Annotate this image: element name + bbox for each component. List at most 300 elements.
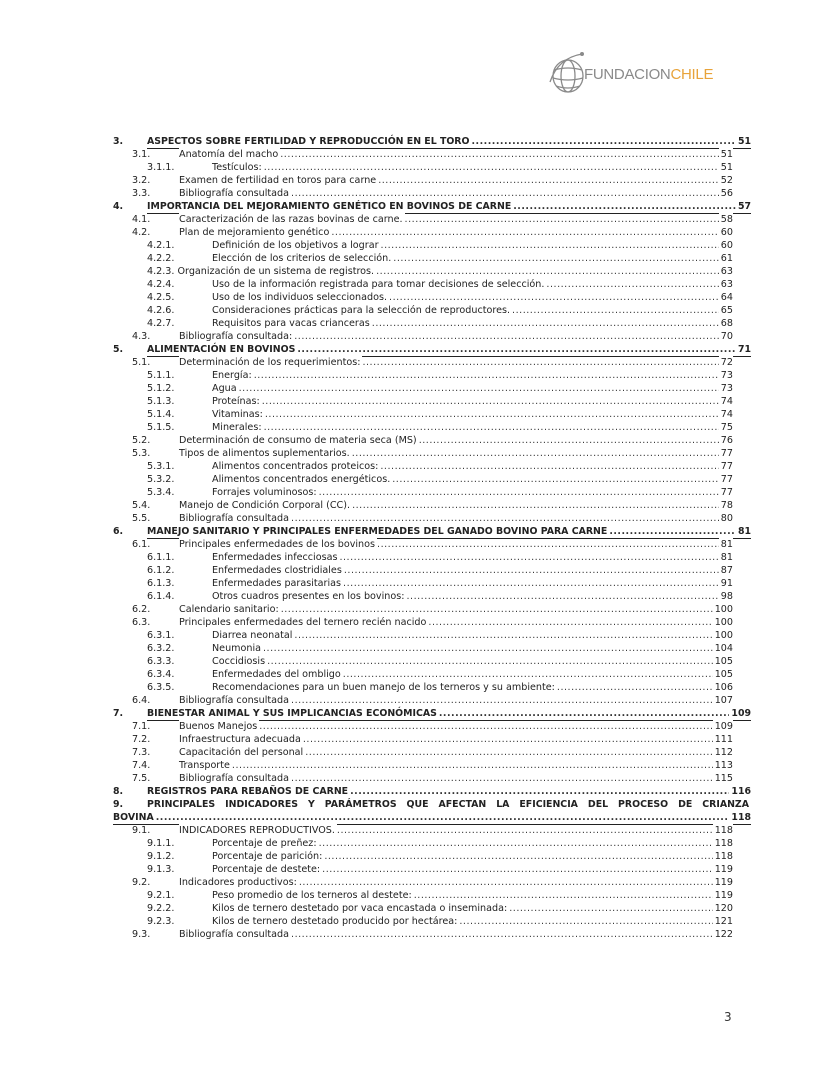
toc-entry-page: 51 [720, 149, 733, 160]
toc-entry[interactable] [113, 889, 751, 902]
toc-entry-title: Bibliografía consultada: [179, 331, 293, 342]
dot-leader [254, 369, 719, 382]
toc-entry-number: 5.3.2. [147, 474, 175, 485]
toc-entry[interactable] [113, 538, 751, 551]
dot-leader [291, 694, 713, 707]
dot-leader [319, 837, 713, 850]
toc-entry-number: 4.2.7. [147, 318, 175, 329]
toc-entry-number: 8. [113, 786, 124, 797]
toc-entry-page: 81 [737, 526, 751, 537]
toc-entry-number: 9.3. [132, 929, 151, 940]
toc-entry-title: Peso promedio de los terneros al destete: [212, 890, 412, 901]
dot-leader [264, 161, 719, 174]
toc-entry-number: 5.1.4. [147, 409, 175, 420]
toc-entry-page: 118 [714, 825, 733, 836]
toc-entry-title: Definición de los objetivos a lograr [212, 240, 379, 251]
toc-entry[interactable] [113, 681, 751, 694]
dot-leader [156, 811, 730, 824]
toc-entry[interactable] [113, 551, 751, 564]
toc-entry-page: 51 [720, 162, 733, 173]
toc-entry-number: 4.2.1. [147, 240, 175, 251]
toc-entry-title: PRINCIPALES INDICADORES Y PARÁMETROS QUE AFECTAN LA EFICIENCIA DEL PROCESO DE CRIANZA [147, 799, 749, 810]
toc-entry-page: 63 [720, 279, 733, 290]
toc-entry-title: Principales enfermedades del ternero recién nacido [179, 617, 427, 628]
toc-entry-page: 60 [720, 240, 733, 251]
toc-entry[interactable] [113, 239, 751, 252]
toc-entry-number: 5.2. [132, 435, 151, 446]
toc-entry-number: 5.5. [132, 513, 151, 524]
toc-entry-number: 9.1. [132, 825, 151, 836]
toc-entry-page: 105 [714, 656, 733, 667]
dot-leader [322, 863, 713, 876]
toc-entry-number: 9.2. [132, 877, 151, 888]
toc-entry-number: 6.1. [132, 539, 151, 550]
toc-entry-page: 109 [731, 708, 751, 719]
toc-entry-title: Coccidiosis [212, 656, 266, 667]
toc-entry-number: 6.1.2. [147, 565, 175, 576]
toc-entry-number: 3.2. [132, 175, 151, 186]
toc-entry-title: Recomendaciones para un buen manejo de los terneros y su ambiente: [212, 682, 555, 693]
toc-entry[interactable] [113, 733, 751, 746]
globe-logo-icon [548, 48, 588, 96]
toc-entry-page: 52 [720, 175, 733, 186]
toc-entry[interactable] [113, 772, 751, 785]
dot-leader [428, 616, 712, 629]
toc-entry-page: 77 [720, 461, 733, 472]
toc-entry-title: Manejo de Condición Corporal (CC). [179, 500, 351, 511]
toc-entry-page: 118 [714, 838, 733, 849]
dot-leader [281, 603, 713, 616]
toc-entry-page: 65 [720, 305, 733, 316]
toc-entry-title: Porcentaje de parición: [212, 851, 323, 862]
toc-entry-title: Requisitos para vacas crianceras [212, 318, 370, 329]
toc-entry-number: 6.3.3. [147, 656, 175, 667]
dot-leader [406, 590, 718, 603]
toc-entry-number: 9.1.2. [147, 851, 175, 862]
toc-entry-number: 6.1.3. [147, 578, 175, 589]
toc-entry-number: 7.5. [132, 773, 151, 784]
toc-entry-number: 9.1.1. [147, 838, 175, 849]
toc-entry[interactable] [113, 252, 751, 265]
toc-entry-number: 9.2.1. [147, 890, 175, 901]
dot-leader [392, 473, 719, 486]
toc-entry[interactable] [113, 876, 751, 889]
toc-entry-page: 116 [731, 786, 751, 797]
toc-entry-number: 6.3. [132, 617, 151, 628]
toc-entry-page: 120 [714, 903, 733, 914]
toc-entry[interactable] [113, 148, 751, 161]
dot-leader [381, 239, 719, 252]
dot-leader [259, 720, 712, 733]
dot-leader [291, 928, 713, 941]
toc-entry-number: 6.3.2. [147, 643, 175, 654]
toc-entry-title: Transporte [179, 760, 230, 771]
toc-entry[interactable] [113, 785, 751, 798]
toc-entry[interactable] [113, 213, 751, 226]
toc-entry[interactable] [113, 603, 751, 616]
toc-entry-page: 122 [714, 929, 733, 940]
toc-entry-title: MANEJO SANITARIO Y PRINCIPALES ENFERMEDADES DEL GANADO BOVINO PARA CARNE [147, 526, 608, 537]
toc-entry-title: REGISTROS PARA REBAÑOS DE CARNE [147, 786, 349, 797]
toc-entry-page: 100 [714, 630, 733, 641]
toc-entry-page: 61 [720, 253, 733, 264]
toc-entry[interactable] [113, 382, 751, 395]
toc-entry-number: 7.3. [132, 747, 151, 758]
toc-entry-number: 6.1.1. [147, 552, 175, 563]
toc-entry-number: 3.3. [132, 188, 151, 199]
toc-entry[interactable] [113, 616, 751, 629]
toc-entry-number: 6.3.5. [147, 682, 175, 693]
toc-entry-number: 7.1. [132, 721, 151, 732]
toc-entry[interactable] [113, 291, 751, 304]
toc-entry-number: 7.4. [132, 760, 151, 771]
toc-entry-page: 74 [720, 396, 733, 407]
toc-entry[interactable] [113, 811, 751, 824]
toc-entry[interactable] [113, 343, 751, 356]
toc-entry[interactable] [113, 928, 751, 941]
toc-entry-page: 119 [714, 890, 733, 901]
toc-entry[interactable] [113, 226, 751, 239]
dot-leader [509, 902, 712, 915]
toc-entry-page: 111 [714, 734, 733, 745]
toc-entry-number: 4.2.2. [147, 253, 175, 264]
toc-entry-number: 4.1. [132, 214, 151, 225]
toc-entry-title: Determinación de consumo de materia seca (MS) [179, 435, 417, 446]
toc-entry[interactable] [113, 668, 751, 681]
dot-leader [377, 538, 719, 551]
toc-entry-number: 9.1.3. [147, 864, 175, 875]
toc-entry-number: 3. [113, 136, 124, 147]
dot-leader [419, 434, 719, 447]
dot-leader [291, 512, 719, 525]
toc-entry-page: 68 [720, 318, 733, 329]
toc-entry-page: 113 [714, 760, 733, 771]
toc-entry-number: 9. [113, 799, 124, 810]
toc-entry-title: Otros cuadros presentes en los bovinos: [212, 591, 405, 602]
toc-entry-number: 6.1.4. [147, 591, 175, 602]
toc-entry-page: 76 [720, 435, 733, 446]
toc-entry-number: 4.2.4. [147, 279, 175, 290]
logo-wordmark: FUNDACIONCHILE [584, 66, 714, 83]
dot-leader [372, 317, 719, 330]
toc-entry-title: Uso de la información registrada para tomar decisiones de selección. [212, 279, 545, 290]
toc-entry[interactable] [113, 161, 751, 174]
toc-entry-title: Bibliografía consultada [179, 929, 290, 940]
toc-entry-title: Determinación de los requerimientos: [179, 357, 361, 368]
toc-entry-title: Testículos: [212, 162, 262, 173]
dot-leader [350, 785, 729, 798]
dot-leader [609, 525, 736, 538]
toc-entry[interactable] [113, 642, 751, 655]
dot-leader [324, 850, 712, 863]
toc-entry-title: Plan de mejoramiento genético [179, 227, 330, 238]
toc-entry[interactable] [113, 629, 751, 642]
toc-entry-number: 6.4. [132, 695, 151, 706]
dot-leader [280, 148, 719, 161]
toc-entry[interactable] [113, 330, 751, 343]
toc-entry-number: 9.2.3. [147, 916, 175, 927]
toc-entry-page: 71 [737, 344, 751, 355]
toc-entry-number: 4.2. [132, 227, 151, 238]
toc-entry-number: 5.1. [132, 357, 151, 368]
toc-entry[interactable] [113, 720, 751, 733]
toc-entry[interactable] [113, 564, 751, 577]
toc-entry-title: BIENESTAR ANIMAL Y SUS IMPLICANCIAS ECONÓMICAS [147, 708, 437, 719]
dot-leader [337, 824, 713, 837]
toc-entry-number: 3.1. [132, 149, 151, 160]
dot-leader [303, 733, 713, 746]
toc-entry-title: Energía: [212, 370, 252, 381]
toc-entry[interactable] [113, 525, 751, 538]
toc-entry-title: Porcentaje de preñez: [212, 838, 317, 849]
toc-entry[interactable] [113, 850, 751, 863]
toc-entry[interactable] [113, 460, 751, 473]
toc-entry-page: 77 [720, 448, 733, 459]
toc-entry-page: 119 [714, 864, 733, 875]
dot-leader [513, 200, 736, 213]
toc-entry-title: Capacitación del personal [179, 747, 304, 758]
toc-entry-number: 4. [113, 201, 124, 212]
dot-leader [294, 330, 719, 343]
toc-entry-title: Tipos de alimentos suplementarios. [179, 448, 350, 459]
toc-entry-page: 121 [714, 916, 733, 927]
dot-leader [239, 382, 719, 395]
dot-leader [331, 226, 718, 239]
toc-entry-page: 56 [720, 188, 733, 199]
toc-entry-page: 100 [714, 604, 733, 615]
toc-entry[interactable] [113, 746, 751, 759]
dot-leader [291, 187, 719, 200]
dot-leader [343, 577, 719, 590]
toc-entry[interactable] [113, 408, 751, 421]
toc-entry[interactable] [113, 694, 751, 707]
toc-entry-page: 98 [720, 591, 733, 602]
toc-entry-page: 73 [720, 370, 733, 381]
dot-leader [262, 395, 719, 408]
toc-entry-number: 5.1.2. [147, 383, 175, 394]
toc-entry[interactable] [113, 512, 751, 525]
toc-entry-page: 118 [714, 851, 733, 862]
dot-leader [265, 408, 719, 421]
dot-leader [389, 291, 719, 304]
toc-entry-number: 4.2.5. [147, 292, 175, 303]
dot-leader [305, 746, 712, 759]
toc-entry-title: Calendario sanitario: [179, 604, 279, 615]
toc-entry-title: Agua [212, 383, 237, 394]
toc-entry-title: Examen de fertilidad en toros para carne [179, 175, 377, 186]
toc-entry-page: 72 [720, 357, 733, 368]
toc-entry[interactable] [113, 902, 751, 915]
toc-entry-page: 64 [720, 292, 733, 303]
toc-entry-title: Principales enfermedades de los bovinos [179, 539, 376, 550]
toc-entry-title: Bibliografía consultada [179, 695, 290, 706]
table-of-contents [113, 135, 751, 941]
toc-entry-page: 81 [720, 539, 733, 550]
dot-leader [291, 772, 713, 785]
toc-entry-page: 118 [731, 812, 751, 823]
toc-entry-title: Bibliografía consultada [179, 188, 290, 199]
toc-entry-title: BOVINA [113, 812, 154, 823]
toc-entry[interactable] [113, 499, 751, 512]
toc-entry-page: 63 [720, 266, 733, 277]
toc-entry-page: 78 [720, 500, 733, 511]
toc-entry[interactable] [113, 174, 751, 187]
toc-entry-title: Diarrea neonatal [212, 630, 293, 641]
toc-entry-title: Enfermedades infecciosas [212, 552, 338, 563]
toc-entry[interactable] [113, 356, 751, 369]
toc-entry[interactable] [113, 707, 751, 720]
dot-leader [299, 876, 713, 889]
toc-entry-page: 58 [720, 214, 733, 225]
toc-entry-title: Bibliografía consultada [179, 513, 290, 524]
toc-entry-number: 3.1.1. [147, 162, 175, 173]
page-number: 3 [724, 1010, 732, 1024]
toc-entry[interactable] [113, 759, 751, 772]
toc-entry-page: 81 [720, 552, 733, 563]
toc-entry-number: 5.1.5. [147, 422, 175, 433]
toc-entry[interactable] [113, 837, 751, 850]
toc-entry-title: Neumonia [212, 643, 261, 654]
dot-leader [459, 915, 712, 928]
toc-entry-page: 115 [714, 773, 733, 784]
toc-entry-title: ASPECTOS SOBRE FERTILIDAD Y REPRODUCCIÓN EN EL TORO [147, 136, 470, 147]
dot-leader [264, 421, 719, 434]
dot-leader [546, 278, 718, 291]
toc-entry-page: 105 [714, 669, 733, 680]
toc-entry-number: 5. [113, 344, 124, 355]
dot-leader [393, 252, 719, 265]
toc-entry[interactable] [113, 187, 751, 200]
toc-entry[interactable] [113, 798, 751, 811]
toc-entry-title: Kilos de ternero destetado producido por hectárea: [212, 916, 458, 927]
toc-entry[interactable] [113, 824, 751, 837]
toc-entry-page: 80 [720, 513, 733, 524]
dot-leader [352, 447, 719, 460]
toc-entry-page: 75 [720, 422, 733, 433]
toc-entry-number: 9.2.2. [147, 903, 175, 914]
toc-entry-page: 112 [714, 747, 733, 758]
toc-entry-title: Vitaminas: [212, 409, 263, 420]
toc-entry-page: 77 [720, 474, 733, 485]
dot-leader [344, 564, 719, 577]
toc-entry-number: 6.2. [132, 604, 151, 615]
toc-entry-title: Elección de los criterios de selección. [212, 253, 392, 264]
toc-entry-title: Proteínas: [212, 396, 260, 407]
dot-leader [343, 668, 713, 681]
toc-entry[interactable] [113, 473, 751, 486]
toc-entry[interactable] [113, 421, 751, 434]
dot-leader [339, 551, 718, 564]
toc-entry[interactable] [113, 434, 751, 447]
toc-entry-number: 6.3.1. [147, 630, 175, 641]
toc-entry[interactable] [113, 135, 751, 148]
dot-leader [319, 486, 719, 499]
toc-entry-page: 51 [737, 136, 751, 147]
toc-entry[interactable] [113, 486, 751, 499]
toc-entry[interactable] [113, 304, 751, 317]
toc-entry-number: 4.3. [132, 331, 151, 342]
toc-entry[interactable] [113, 265, 751, 278]
toc-entry-title: Kilos de ternero destetado por vaca encastada o inseminada: [212, 903, 508, 914]
dot-leader [362, 356, 718, 369]
fundacion-chile-logo [548, 48, 738, 100]
dot-leader [232, 759, 713, 772]
toc-entry-title: Uso de los individuos seleccionados. [212, 292, 388, 303]
toc-entry-page: 100 [714, 617, 733, 628]
toc-entry-number: 5.3.4. [147, 487, 175, 498]
toc-entry-number: 7. [113, 708, 124, 719]
dot-leader [263, 642, 713, 655]
toc-entry[interactable] [113, 590, 751, 603]
toc-entry-number: 7.2. [132, 734, 151, 745]
toc-entry-title: Caracterización de las razas bovinas de carne. [179, 214, 403, 225]
toc-entry-number: 5.1.3. [147, 396, 175, 407]
dot-leader [378, 174, 719, 187]
toc-entry-title: Enfermedades del ombligo [212, 669, 341, 680]
dot-leader [557, 681, 713, 694]
toc-entry[interactable] [113, 655, 751, 668]
toc-entry-title: IMPORTANCIA DEL MEJORAMIENTO GENÉTICO EN BOVINOS DE CARNE [147, 201, 512, 212]
dot-leader [294, 629, 712, 642]
dot-leader [352, 499, 719, 512]
toc-entry-page: 77 [720, 487, 733, 498]
toc-entry-title: Porcentaje de destete: [212, 864, 321, 875]
toc-entry-page: 104 [714, 643, 733, 654]
dot-leader [405, 213, 719, 226]
toc-entry-title: Enfermedades clostridiales [212, 565, 342, 576]
toc-entry-title: Forrajes voluminosos: [212, 487, 317, 498]
dot-leader [512, 304, 719, 317]
toc-entry[interactable] [113, 577, 751, 590]
toc-entry-page: 106 [714, 682, 733, 693]
toc-entry[interactable] [113, 915, 751, 928]
toc-entry[interactable] [113, 317, 751, 330]
toc-entry-page: 57 [737, 201, 751, 212]
dot-leader [297, 343, 736, 356]
toc-entry-title: Indicadores productivos: [179, 877, 297, 888]
toc-entry-page: 70 [720, 331, 733, 342]
toc-entry-title: Infraestructura adecuada [179, 734, 301, 745]
toc-entry-title: ALIMENTACIÓN EN BOVINOS [147, 344, 296, 355]
toc-entry-title: INDICADORES REPRODUCTIVOS. [179, 825, 335, 836]
dot-leader [439, 707, 730, 720]
toc-entry-page: 91 [720, 578, 733, 589]
toc-entry-number: 5.3.1. [147, 461, 175, 472]
toc-entry-number: 5.3. [132, 448, 151, 459]
toc-entry[interactable] [113, 278, 751, 291]
toc-entry-number: 6. [113, 526, 124, 537]
toc-entry-title: 4.2.3. Organización de un sistema de registros. [147, 266, 375, 277]
dot-leader [380, 460, 718, 473]
toc-entry[interactable] [113, 369, 751, 382]
toc-entry-page: 73 [720, 383, 733, 394]
toc-entry-title: Bibliografía consultada [179, 773, 290, 784]
toc-entry-number: 4.2.6. [147, 305, 175, 316]
toc-entry-page: 119 [714, 877, 733, 888]
dot-leader [267, 655, 713, 668]
dot-leader [414, 889, 713, 902]
toc-entry[interactable] [113, 863, 751, 876]
toc-entry-page: 109 [714, 721, 733, 732]
toc-entry-number: 5.1.1. [147, 370, 175, 381]
toc-entry-page: 74 [720, 409, 733, 420]
toc-entry[interactable] [113, 447, 751, 460]
toc-entry-title: Alimentos concentrados energéticos. [212, 474, 391, 485]
toc-entry[interactable] [113, 395, 751, 408]
toc-entry[interactable] [113, 200, 751, 213]
toc-entry-title: Buenos Manejos [179, 721, 258, 732]
toc-entry-page: 60 [720, 227, 733, 238]
